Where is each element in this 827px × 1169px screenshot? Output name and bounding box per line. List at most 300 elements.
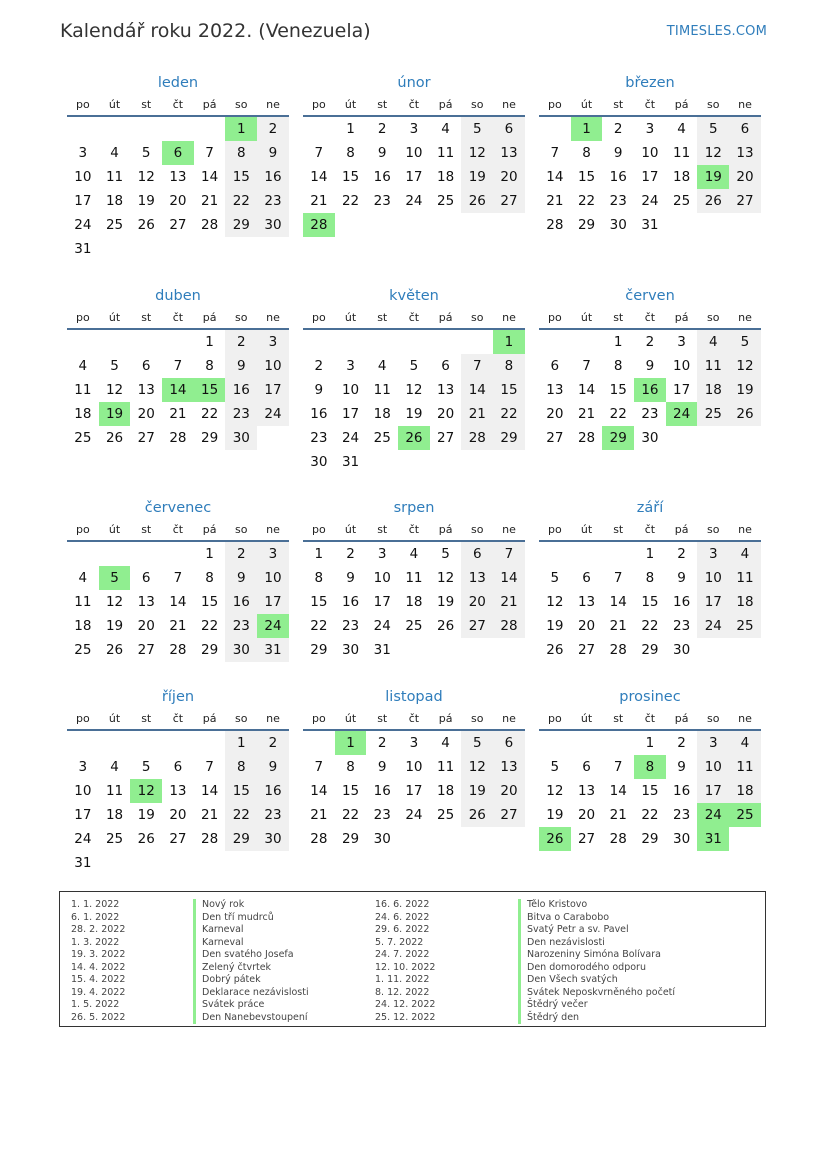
legend-date: 6. 1. 2022 [71,911,120,923]
day-cell: 21 [169,406,187,422]
day-cell: 4 [441,735,450,751]
month-květen [303,286,525,474]
weekday-label: pá [674,97,689,111]
legend-date: 29. 6. 2022 [375,924,430,935]
day-cell: 25 [373,430,391,446]
day-cell: 5 [697,117,729,141]
month-name: březen [625,75,675,91]
day-cell: 17 [257,590,289,614]
day-cell: 10 [697,755,729,779]
day-cell: 10 [405,145,423,161]
day-cell: 9 [613,145,623,161]
day-cell: 22 [577,193,596,209]
day-cell: 3 [78,759,88,775]
holiday-day: 14 [162,378,194,402]
day-grid [303,117,525,237]
day-cell: 16 [673,783,691,799]
day-cell: 16 [225,378,257,402]
day-cell: 31 [641,217,659,233]
day-cell: 10 [74,169,92,185]
day-cell: 4 [729,542,761,566]
weekday-label: st [613,97,624,111]
day-cell: 22 [609,406,627,422]
weekday-label: so [235,310,248,324]
day-cell: 8 [645,570,655,586]
day-cell: 11 [405,570,423,586]
weekday-header [67,518,289,542]
day-cell: 5 [441,546,450,562]
day-grid [539,731,761,851]
day-cell: 27 [729,189,761,213]
page-title: Kalendář roku 2022. (Venezuela) [60,20,371,42]
weekday-label: ne [266,97,280,111]
day-cell: 6 [729,117,761,141]
day-cell: 21 [546,193,564,209]
weekday-label: út [344,310,357,324]
day-cell: 24 [373,618,391,634]
day-cell: 30 [673,642,691,658]
holiday-day: 12 [130,779,162,803]
day-cell: 23 [609,193,627,209]
day-cell: 3 [78,145,88,161]
day-cell: 12 [461,755,493,779]
day-cell: 28 [609,831,627,847]
day-cell: 20 [437,406,455,422]
day-cell: 23 [257,189,289,213]
day-cell: 2 [257,731,289,755]
weekday-label: po [547,97,562,111]
day-cell: 8 [346,145,355,161]
day-cell: 26 [729,402,761,426]
day-cell: 15 [341,169,360,185]
day-cell: 15 [577,169,596,185]
day-cell: 31 [373,642,391,658]
day-cell: 31 [74,241,92,257]
day-cell: 29 [577,217,596,233]
day-cell: 12 [461,141,493,165]
day-grid [539,330,761,450]
day-grid [303,542,525,662]
day-cell: 18 [437,169,455,185]
legend-row [60,999,765,1012]
legend-holiday-name: Den svatého Josefa [193,949,294,962]
holiday-day: 1 [335,731,367,755]
weekday-label: čt [408,522,420,536]
day-grid [539,117,761,237]
month-name: únor [397,75,431,91]
day-cell: 15 [310,594,328,610]
day-cell: 2 [314,358,324,374]
weekday-label: čt [644,97,656,111]
day-cell: 30 [609,217,627,233]
day-cell: 12 [105,382,124,398]
day-cell: 29 [225,827,257,851]
day-cell: 26 [461,803,493,827]
day-cell: 27 [137,642,155,658]
day-cell: 24 [341,430,360,446]
day-cell: 26 [137,217,155,233]
day-cell: 30 [673,831,691,847]
month-srpen [303,498,525,662]
day-cell: 14 [310,783,328,799]
day-cell: 22 [201,618,219,634]
day-cell: 13 [729,141,761,165]
day-cell: 28 [310,831,328,847]
weekday-header [303,93,525,117]
day-cell: 6 [141,570,151,586]
holiday-day: 28 [303,213,335,237]
weekday-label: út [344,711,357,725]
day-cell: 9 [225,354,257,378]
day-cell: 8 [613,358,623,374]
day-cell: 6 [582,759,591,775]
day-cell: 10 [257,354,289,378]
day-cell: 12 [729,354,761,378]
day-cell: 8 [314,570,324,586]
day-cell: 20 [546,406,564,422]
day-grid [67,330,289,450]
holiday-day: 15 [194,378,226,402]
day-cell: 26 [546,642,564,658]
legend-row [60,1012,765,1025]
day-cell: 1 [346,121,355,137]
day-cell: 21 [201,193,219,209]
weekday-label: ne [502,522,516,536]
day-cell: 9 [257,141,289,165]
holiday-day: 16 [634,378,666,402]
weekday-header [67,93,289,117]
day-cell: 8 [225,141,257,165]
day-cell: 21 [609,618,627,634]
day-cell: 12 [697,141,729,165]
weekday-label: út [108,711,121,725]
legend-holiday-name: Den Všech svatých [518,974,618,987]
day-cell: 27 [437,430,455,446]
day-cell: 8 [346,759,355,775]
day-cell: 5 [550,759,560,775]
day-cell: 3 [645,121,655,137]
day-cell: 27 [169,831,187,847]
day-cell: 28 [609,642,627,658]
day-cell: 19 [137,807,155,823]
weekday-label: út [580,711,593,725]
day-cell: 29 [341,831,360,847]
day-cell: 18 [74,618,92,634]
day-cell: 31 [74,855,92,871]
legend-date: 24. 6. 2022 [375,911,430,923]
day-cell: 17 [405,783,423,799]
day-cell: 15 [201,594,219,610]
day-cell: 6 [173,759,183,775]
legend-date: 25. 12. 2022 [375,1011,436,1023]
day-cell: 13 [577,594,596,610]
empty-cell [194,117,226,141]
weekday-label: čt [172,711,184,725]
empty-cell [130,117,162,141]
legend-row [60,949,765,962]
day-cell: 19 [461,165,493,189]
weekday-label: ne [502,711,516,725]
legend-holiday-name: Den nezávislosti [518,937,605,950]
weekday-label: so [471,310,484,324]
holiday-day: 26 [539,827,571,851]
day-cell: 24 [697,614,729,638]
day-cell: 8 [493,354,525,378]
day-cell: 12 [546,783,564,799]
day-cell: 13 [461,566,493,590]
day-cell: 3 [409,735,419,751]
day-cell: 1 [314,546,324,562]
day-cell: 7 [493,542,525,566]
day-cell: 19 [137,193,155,209]
legend-date: 1. 1. 2022 [71,899,120,910]
day-cell: 18 [105,193,124,209]
empty-cell [194,731,226,755]
legend-holiday-name: Svátek práce [193,999,264,1012]
day-cell: 13 [169,169,187,185]
day-cell: 6 [461,542,493,566]
month-leden [67,73,289,261]
empty-cell [430,330,462,354]
weekday-header [539,707,761,731]
day-cell: 15 [493,378,525,402]
weekday-label: st [377,310,388,324]
day-cell: 23 [341,618,360,634]
empty-cell [99,117,131,141]
weekday-label: ne [266,711,280,725]
weekday-header [303,707,525,731]
holiday-day: 25 [729,803,761,827]
day-cell: 9 [314,382,324,398]
day-cell: 25 [105,217,124,233]
holiday-day: 5 [99,566,131,590]
empty-cell [303,117,335,141]
day-cell: 20 [729,165,761,189]
empty-cell [398,330,430,354]
day-cell: 23 [641,406,659,422]
weekday-label: čt [172,97,184,111]
empty-cell [571,731,603,755]
day-cell: 21 [310,193,328,209]
day-cell: 22 [225,189,257,213]
day-cell: 7 [173,358,183,374]
day-cell: 28 [169,430,187,446]
day-cell: 17 [697,779,729,803]
day-cell: 11 [373,382,391,398]
day-cell: 12 [137,169,155,185]
day-cell: 30 [310,454,328,470]
day-cell: 13 [493,755,525,779]
day-cell: 21 [201,807,219,823]
day-cell: 28 [577,430,596,446]
day-cell: 17 [74,193,92,209]
day-cell: 18 [729,590,761,614]
day-cell: 17 [405,169,423,185]
holiday-day: 1 [493,330,525,354]
weekday-label: ne [266,310,280,324]
day-cell: 30 [257,827,289,851]
day-cell: 31 [341,454,360,470]
legend-date: 1. 5. 2022 [71,999,120,1010]
day-cell: 27 [169,217,187,233]
day-cell: 7 [205,759,214,775]
day-cell: 14 [577,382,596,398]
day-cell: 11 [697,354,729,378]
empty-cell [99,542,131,566]
legend-holiday-name: Dobrý pátek [193,974,261,987]
weekday-header [303,306,525,330]
empty-cell [303,731,335,755]
day-cell: 22 [493,402,525,426]
day-cell: 18 [697,378,729,402]
day-cell: 19 [461,779,493,803]
day-cell: 5 [141,145,151,161]
legend-holiday-name: Zelený čtvrtek [193,962,271,975]
day-cell: 20 [461,590,493,614]
weekday-label: ne [502,97,516,111]
weekday-label: čt [644,522,656,536]
day-cell: 17 [257,378,289,402]
weekday-label: po [547,522,562,536]
holiday-day: 6 [162,141,194,165]
day-cell: 12 [546,594,564,610]
day-cell: 29 [641,642,659,658]
empty-cell [130,330,162,354]
legend-date: 24. 7. 2022 [375,949,430,960]
day-cell: 15 [641,594,659,610]
holiday-legend [59,891,766,1027]
holiday-day: 24 [697,803,729,827]
day-cell: 2 [377,735,387,751]
legend-date: 19. 4. 2022 [71,986,126,998]
holiday-day: 1 [225,117,257,141]
weekday-label: út [580,522,593,536]
day-cell: 30 [225,638,257,662]
day-cell: 27 [546,430,564,446]
legend-date: 8. 12. 2022 [375,986,430,998]
month-name: červen [625,288,675,304]
weekday-label: po [75,97,90,111]
legend-date: 5. 7. 2022 [375,936,424,948]
weekday-label: pá [674,310,689,324]
holiday-day: 24 [257,614,289,638]
empty-cell [539,731,571,755]
day-cell: 28 [546,217,564,233]
day-cell: 9 [377,759,387,775]
weekday-label: po [311,310,326,324]
day-cell: 1 [645,735,655,751]
day-cell: 3 [377,546,387,562]
day-cell: 3 [257,542,289,566]
weekday-label: po [311,97,326,111]
month-name: červenec [144,500,212,516]
weekday-label: st [141,522,152,536]
day-cell: 28 [201,831,219,847]
empty-cell [99,731,131,755]
day-cell: 19 [729,378,761,402]
month-name: říjen [161,689,195,705]
legend-holiday-name: Štědrý den [518,1012,579,1025]
day-cell: 17 [74,807,92,823]
month-únor [303,73,525,237]
legend-holiday-name: Den Nanebevstoupení [193,1012,308,1025]
day-cell: 11 [437,145,455,161]
day-cell: 12 [437,570,455,586]
weekday-label: út [344,522,357,536]
day-cell: 19 [546,807,564,823]
weekday-label: st [141,97,152,111]
day-cell: 28 [169,642,187,658]
day-cell: 23 [257,803,289,827]
day-cell: 10 [697,566,729,590]
brand-link[interactable]: TIMESLES.COM [666,24,767,39]
day-cell: 5 [461,117,493,141]
day-cell: 6 [141,358,151,374]
holiday-day: 19 [99,402,131,426]
weekday-label: ne [738,711,752,725]
weekday-label: st [613,711,624,725]
day-cell: 24 [405,193,423,209]
legend-row [60,899,765,912]
month-červenec [67,498,289,662]
weekday-header [539,306,761,330]
day-cell: 1 [225,731,257,755]
day-cell: 21 [169,618,187,634]
legend-date: 12. 10. 2022 [375,961,436,973]
day-cell: 10 [373,570,391,586]
weekday-label: po [75,522,90,536]
day-cell: 3 [257,330,289,354]
day-cell: 29 [201,430,219,446]
weekday-label: st [613,310,624,324]
day-grid [67,731,289,875]
day-cell: 29 [201,642,219,658]
empty-cell [539,542,571,566]
day-cell: 7 [314,145,324,161]
legend-date: 19. 3. 2022 [71,949,126,960]
legend-date: 14. 4. 2022 [71,961,126,973]
weekday-label: so [707,711,720,725]
day-cell: 24 [641,193,659,209]
day-cell: 16 [609,169,627,185]
day-cell: 18 [105,807,124,823]
day-cell: 2 [645,334,655,350]
weekday-header [539,93,761,117]
day-cell: 13 [437,382,455,398]
day-cell: 3 [697,542,729,566]
weekday-label: so [235,97,248,111]
weekday-label: st [141,310,152,324]
day-cell: 9 [346,570,355,586]
empty-cell [335,330,367,354]
day-cell: 7 [173,570,183,586]
day-cell: 7 [461,354,493,378]
legend-date: 15. 4. 2022 [71,974,126,985]
day-cell: 2 [677,735,686,751]
weekday-label: pá [438,310,453,324]
day-cell: 27 [577,831,596,847]
weekday-label: pá [438,97,453,111]
day-cell: 3 [409,121,419,137]
day-cell: 18 [437,783,455,799]
day-cell: 4 [78,358,88,374]
day-cell: 23 [225,402,257,426]
legend-date: 1. 11. 2022 [375,974,430,985]
weekday-label: so [707,522,720,536]
weekday-label: po [311,522,326,536]
day-cell: 29 [493,426,525,450]
day-cell: 21 [310,807,328,823]
